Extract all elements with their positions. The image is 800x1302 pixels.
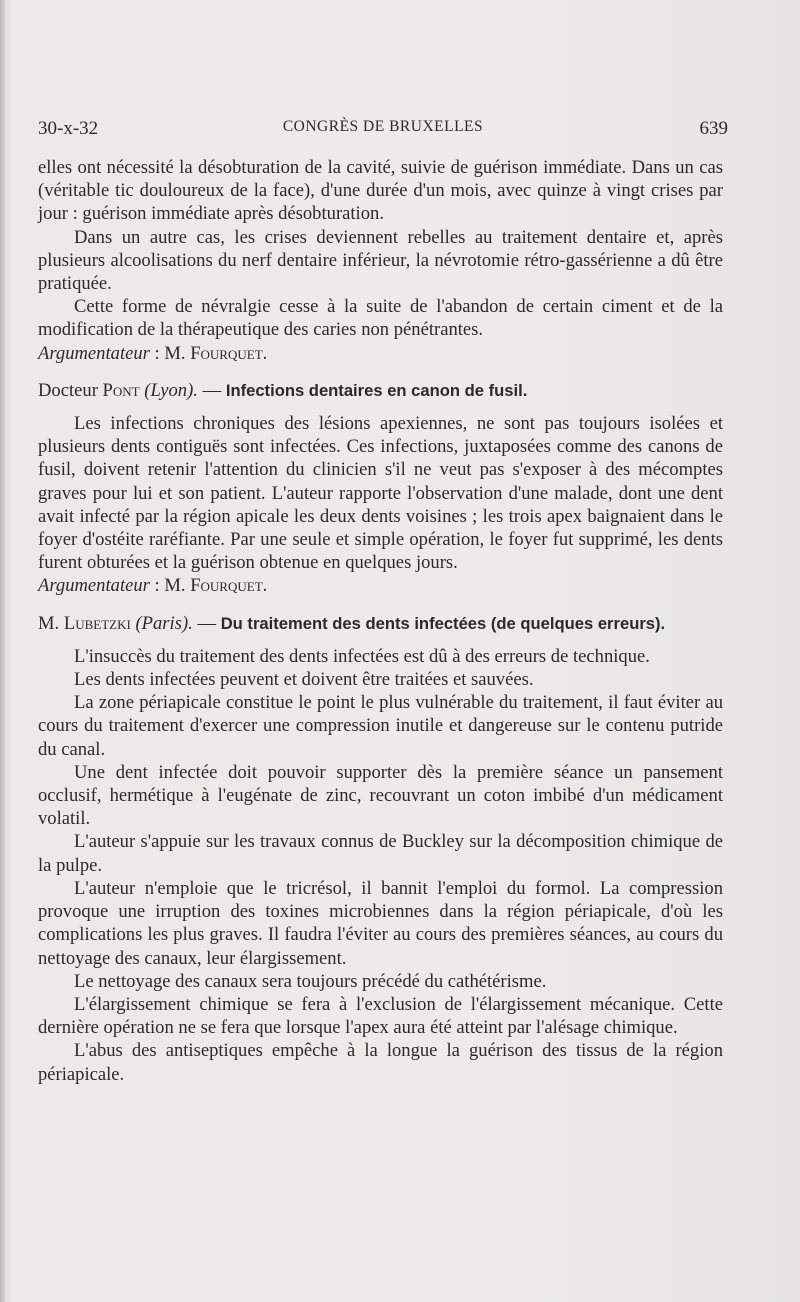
communication-heading [38,612,723,635]
paragraph: L'auteur n'emploie que le tricrésol, il bannit l'emploi du formol. La compression provoque une irruption des toxines microbiennes dans la région périapicale, d'où les complications les plus graves. Il faudra l'éviter au cours des premières séances, au cours du nettoyage des canaux, leur élargissement. [38,877,723,969]
argumentateur-label: Argumentateur [38,342,150,364]
page-number: 639 [699,118,728,139]
running-header [38,118,728,142]
communication-title: Infections dentaires en canon de fusil. [225,380,528,400]
paragraph: L'insuccès du traitement des dents infectées est dû à des erreurs de technique. [74,645,650,667]
section-gap [38,598,723,612]
paragraph: elles ont nécessité la désobturation de la cavité, suivie de guérison immédiate. Dans un cas (véritable tic douloureux de la face), d'une durée d'un mois, avec quinze à vingt crises par jour : guérison immédiate après désobturation. [38,157,723,225]
paragraph: Cette forme de névralgie cesse à la suite de l'abandon de certain ciment et de la modification de la thérapeutique des caries non pénétrantes. [38,296,723,341]
section-gap [38,365,723,379]
header-title: CONGRÈS DE BRUXELLES [282,118,484,135]
argumentateur-line [38,342,723,365]
page-left-edge [0,0,6,1302]
paragraph: Les dents infectées peuvent et doivent être traitées et sauvées. [74,669,534,691]
author-city: (Paris). [130,612,193,634]
heading-dash: — [197,379,226,401]
argumentateur-separator: : [149,575,165,597]
argumentateur-line [38,574,723,597]
paragraph: Une dent infectée doit pouvoir supporter dès la première séance un pansement occlusif, hermétique à l'eugénate de zinc, recouvrant un coton imbibé d'un médicament volatil. [38,761,723,830]
section-gap [38,635,723,645]
author-name: Pont [102,379,140,401]
paragraph: La zone périapicale constitue le point le plus vulnérable du traitement, il faut éviter au cours du traitement d'exercer une compression inutile et dangereuse sur le contenu putride du canal. [38,692,723,760]
paragraph: Dans un autre cas, les crises deviennent rebelles au traitement dentaire et, après plusieurs alcoolisations du nerf dentaire inférieur, la névrotomie rétro-gassérienne a dû être pratiquée. [38,226,723,295]
author-prefix: Docteur [38,379,103,401]
author-prefix: M. [38,612,64,634]
argumentateur-separator: : [149,342,165,364]
author-city: (Lyon). [139,379,198,401]
author-name: Lubetzki [63,612,131,634]
heading-dash: — [192,612,221,634]
section-gap [38,402,723,412]
paragraph: Le nettoyage des canaux sera toujours précédé du cathétérisme. [74,970,547,992]
communication-title: Du traitement des dents infectées (de quelques erreurs). [220,613,666,633]
argumentateur-name: M. Fourquet. [164,575,268,597]
communication-heading [38,379,723,402]
argumentateur-name: M. Fourquet. [164,342,268,364]
paragraph: Les infections chroniques des lésions apexiennes, ne sont pas toujours isolées et plusieurs dents contiguës sont infectées. Ces infections, juxtaposées comme des canons de fusil, doivent retenir l'attention du clinicien s'il ne veut pas s'exposer à des mécomptes graves pour lui et son patient. L'auteur rapporte l'observation d'une malade, dont une dent avait infecté par la région apicale les deux dents voisines ; les trois apex baignaient dans le foyer d'ostéite raréfiante. Par une seule et simple opération, le foyer fut supprimé, les dents furent obturées et la guérison obtenue en quelques jours. [38,413,723,574]
paragraph: L'auteur s'appuie sur les travaux connus de Buckley sur la décomposition chimique de la pulpe. [38,831,723,876]
page-body [38,156,723,1086]
argumentateur-label: Argumentateur [38,575,150,597]
paragraph: L'élargissement chimique se fera à l'exclusion de l'élargissement mécanique. Cette dernière opération ne se fera que lorsque l'apex aura été atteint par l'alésage chimique. [38,993,723,1039]
paragraph: L'abus des antiseptiques empêche à la longue la guérison des tissus de la région périapicale. [38,1040,723,1085]
header-date: 30-x-32 [38,118,99,139]
